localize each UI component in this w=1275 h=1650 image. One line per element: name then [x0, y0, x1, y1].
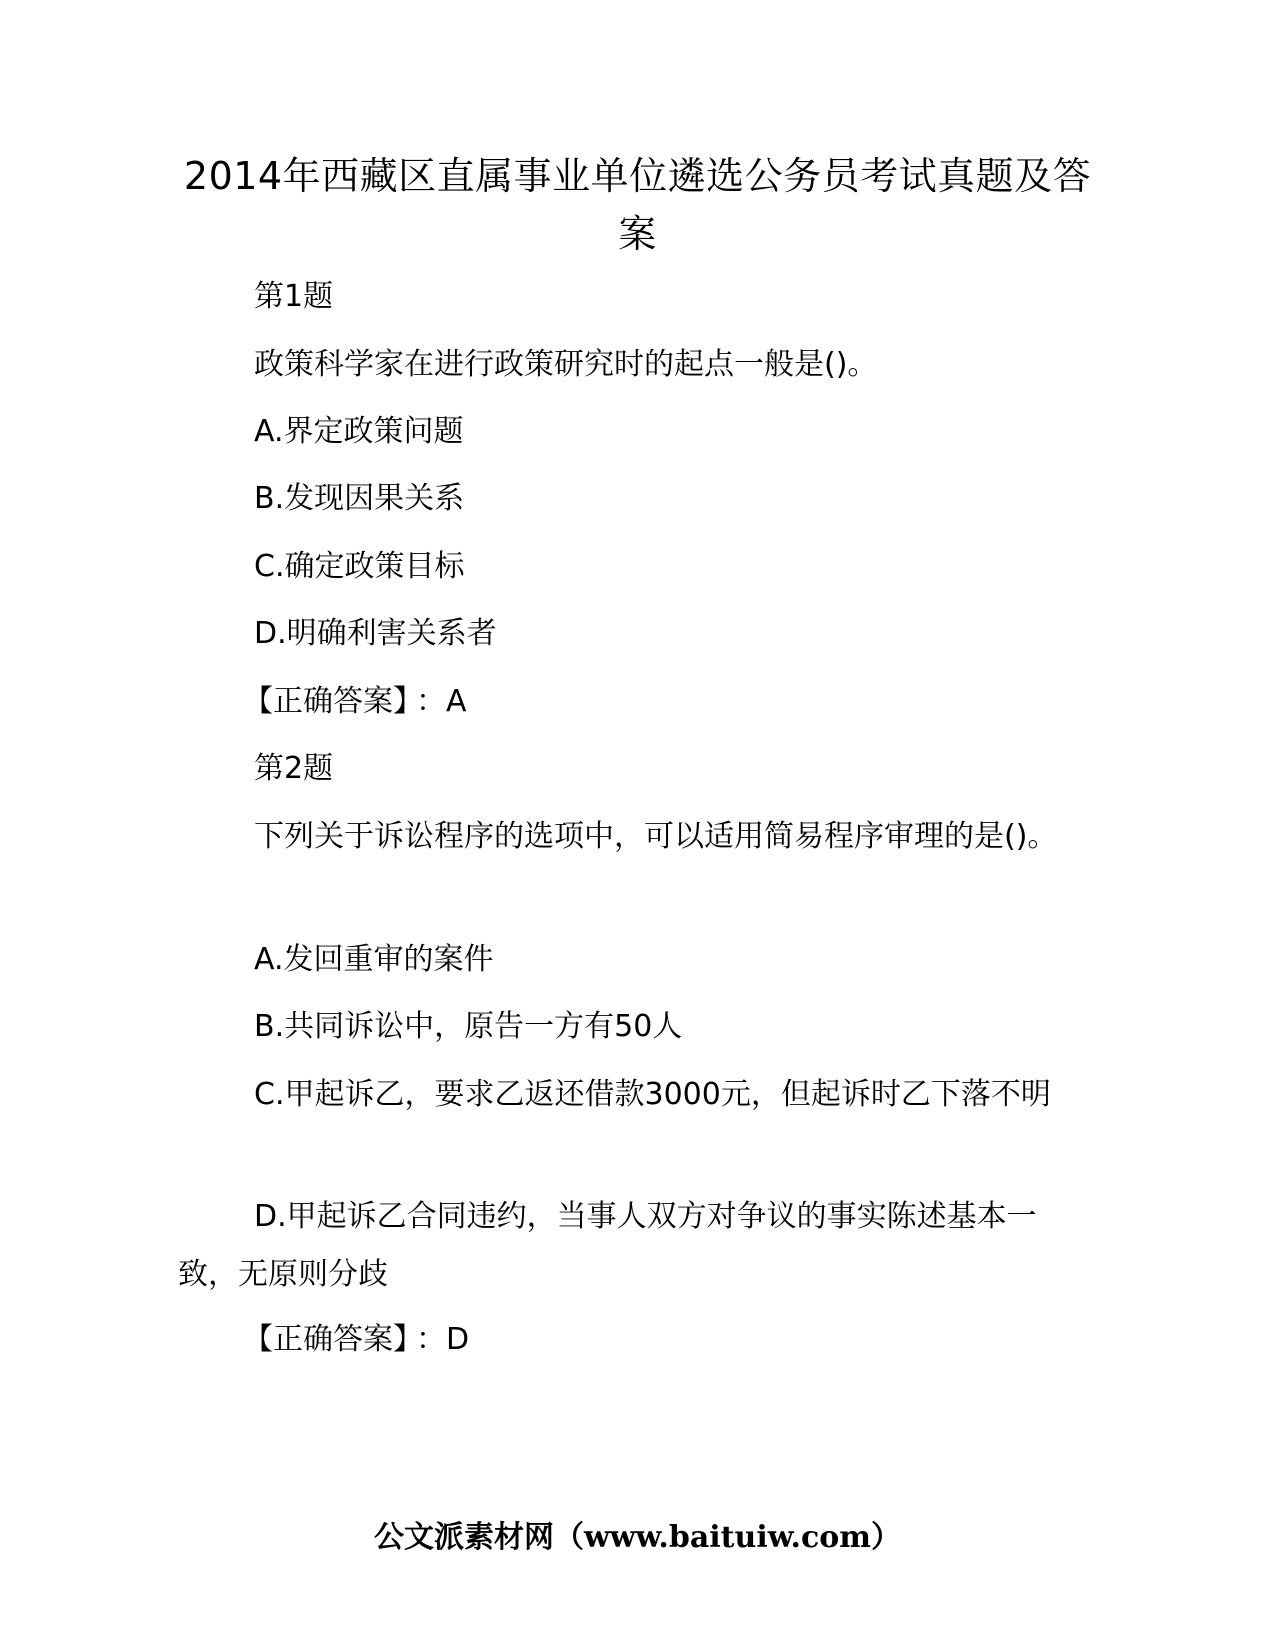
- answer-label: 【正确答案】: [243, 684, 408, 719]
- question-2-option-b: B.共同诉讼中，原告一方有50人: [254, 1009, 683, 1044]
- question-1-stem: 政策科学家在进行政策研究时的起点一般是()。: [254, 347, 878, 382]
- document-title: 2014年西藏区直属事业单位遴选公务员考试真题及答案: [183, 154, 1092, 256]
- question-1-heading: 第1题: [254, 279, 334, 314]
- question-2-answer: [243, 1311, 469, 1369]
- question-2-heading: 第2题: [254, 751, 334, 786]
- question-2-stem: 下列关于诉讼程序的选项中，可以适用简易程序审理的是()。: [254, 819, 1058, 854]
- question-1-option-d: D.明确利害关系者: [254, 616, 497, 651]
- question-1-option-c: C.确定政策目标: [254, 549, 465, 584]
- answer-value: ：A: [416, 684, 467, 719]
- question-2-option-a: A.发回重审的案件: [254, 942, 494, 977]
- answer-value: ：D: [416, 1322, 470, 1357]
- question-1-option-a: A.界定政策问题: [254, 414, 464, 449]
- question-2-option-d: D.甲起诉乙合同违约，当事人双方对争议的事实陈述基本一致，无原则分歧: [178, 1199, 1037, 1292]
- answer-label: 【正确答案】: [243, 1322, 408, 1357]
- page-footer: 公文派素材网（www.baituiw.com）: [373, 1520, 902, 1555]
- question-1-answer: [243, 673, 467, 731]
- question-2-option-c: C.甲起诉乙，要求乙返还借款3000元，但起诉时乙下落不明: [254, 1077, 1051, 1112]
- question-1-option-b: B.发现因果关系: [254, 481, 465, 516]
